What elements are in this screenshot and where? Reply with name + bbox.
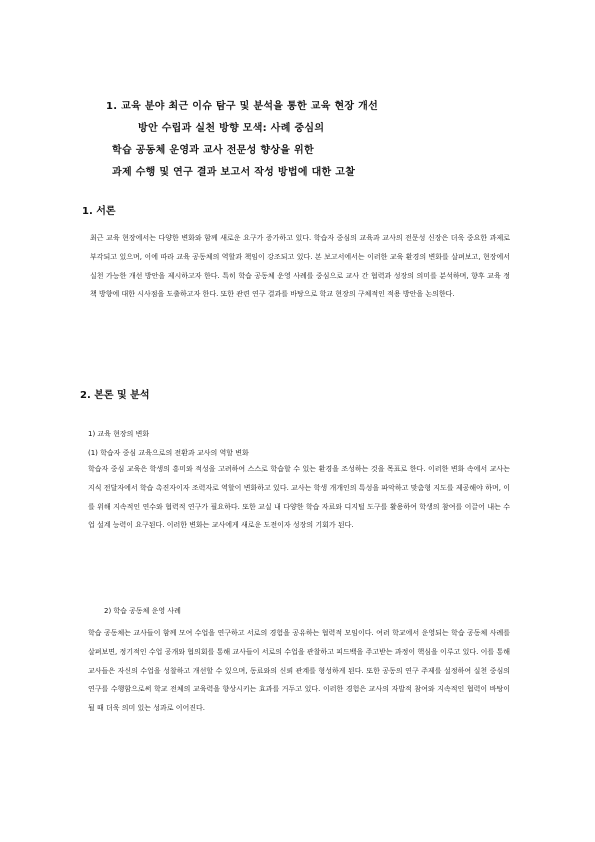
document-title bbox=[90, 96, 510, 184]
section-heading-body: 2. 본론 및 분석 bbox=[80, 390, 150, 401]
subheading-role-change: (1) 학습자 중심 교육으로의 전환과 교사의 역할 변화 bbox=[88, 449, 249, 457]
body-paragraph: 학습자 중심 교육은 학생의 흥미와 적성을 고려하여 스스로 학습할 수 있는 환경을 조성하는 것을 목표로 한다. 이러한 변화 속에서 교사는 지식 전달자에서 학습 촉진자이자 조력자로 역할이 변화하고 있다. 교사는 학생 개개인의 특성을 파악하고 맞춤형 지도를 제공해야 하며, 이를 위해 지속적인 연수와 협력적 연구가 필요하다. 또한 교실 내 다양한 학습 자료와 디지털 도구를 활용하여 학생의 참여를 이끌어 내는 수업 설계 능력이 요구된다. 이러한 변화는 교사에게 새로운 도전이자 성장의 기회가 된다. bbox=[88, 465, 510, 530]
title-line: 1. 교육 분야 최근 이슈 탐구 및 분석을 통한 교육 현장 개선 bbox=[106, 101, 379, 112]
title-line: 방안 수립과 실천 방향 모색: 사례 중심의 bbox=[138, 123, 325, 134]
subheading-changes: 1) 교육 현장의 변화 bbox=[88, 430, 150, 438]
introduction-paragraph: 최근 교육 현장에서는 다양한 변화와 함께 새로운 요구가 증가하고 있다. 학습자 중심의 교육과 교사의 전문성 신장은 더욱 중요한 과제로 부각되고 있으며, 이에 따라 교육 공동체의 역할과 책임이 강조되고 있다. 본 보고서에서는 이러한 교육 환경의 변화를 살펴보고, 현장에서 실천 가능한 개선 방안을 제시하고자 한다. 특히 학습 공동체 운영 사례를 중심으로 교사 간 협력과 성장의 의미를 분석하며, 향후 교육 정책 방향에 대한 시사점을 도출하고자 한다. 또한 관련 연구 결과를 바탕으로 학교 현장의 구체적인 적용 방안을 논의한다. bbox=[90, 234, 510, 299]
title-line: 과제 수행 및 연구 결과 보고서 작성 방법에 대한 고찰 bbox=[112, 167, 356, 178]
body-paragraph: 학습 공동체는 교사들이 함께 모여 수업을 연구하고 서로의 경험을 공유하는 협력적 모임이다. 여러 학교에서 운영되는 학습 공동체 사례를 살펴보면, 정기적인 수업 공개와 협의회를 통해 교사들이 서로의 수업을 관찰하고 피드백을 주고받는 과정이 핵심을 이루고 있다. 이를 통해 교사들은 자신의 수업을 성찰하고 개선할 수 있으며, 동료와의 신뢰 관계를 형성하게 된다. 또한 공동의 연구 주제를 설정하여 실천 중심의 연구를 수행함으로써 학교 전체의 교육력을 향상시키는 효과를 거두고 있다. 이러한 경험은 교사의 자발적 참여와 지속적인 협력이 바탕이 될 때 더욱 의미 있는 성과로 이어진다. bbox=[88, 629, 510, 713]
subheading-community-cases: 2) 학습 공동체 운영 사례 bbox=[104, 607, 181, 615]
section-heading-introduction: 1. 서론 bbox=[82, 206, 116, 217]
title-line: 학습 공동체 운영과 교사 전문성 향상을 위한 bbox=[112, 145, 314, 156]
